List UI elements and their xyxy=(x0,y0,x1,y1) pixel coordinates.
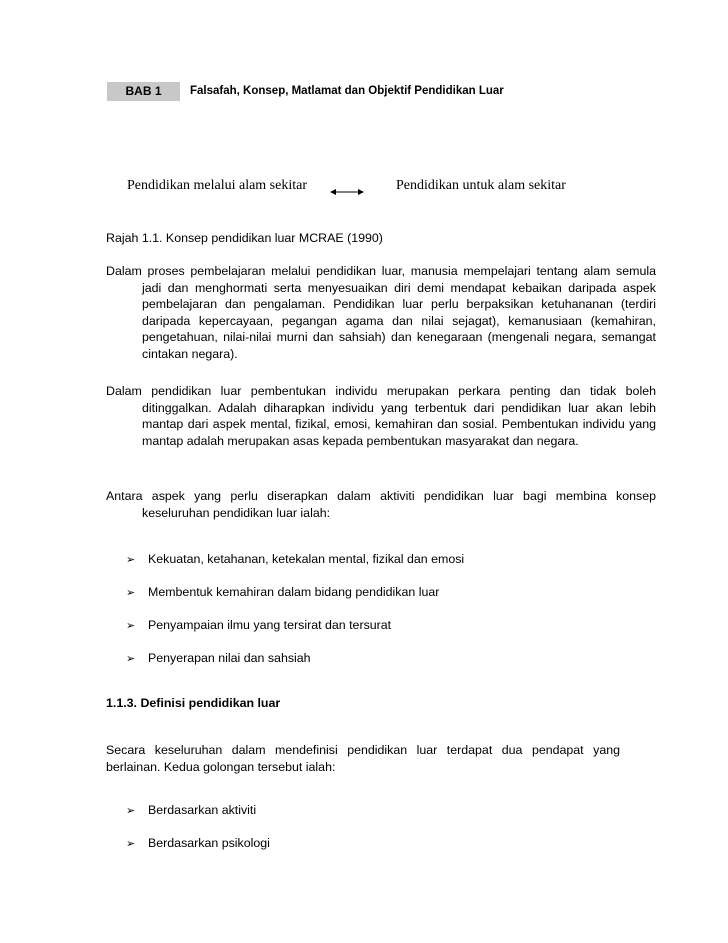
arrow-bullet-icon: ➢ xyxy=(126,587,136,599)
chapter-title: Falsafah, Konsep, Matlamat dan Objektif Pendidikan Luar xyxy=(190,85,504,97)
list-item-text: Penyampaian ilmu yang tersirat dan tersurat xyxy=(148,618,392,632)
arrow-bullet-icon: ➢ xyxy=(126,620,136,632)
diagram-right-label: Pendidikan untuk alam sekitar xyxy=(396,178,566,193)
double-headed-arrow-icon xyxy=(330,186,364,198)
diagram-left-label: Pendidikan melalui alam sekitar xyxy=(127,178,308,193)
list-item-text: Berdasarkan psikologi xyxy=(148,836,270,850)
figure-caption: Rajah 1.1. Konsep pendidikan luar MCRAE (1990) xyxy=(106,231,383,245)
list-item xyxy=(126,650,311,667)
list-item-text: Berdasarkan aktiviti xyxy=(148,803,257,817)
arrow-bullet-icon: ➢ xyxy=(126,838,136,850)
list-item-text: Kekuatan, ketahanan, ketekalan mental, fizikal dan emosi xyxy=(148,552,465,566)
arrow-bullet-icon: ➢ xyxy=(126,653,136,665)
list-item-text: Membentuk kemahiran dalam bidang pendidikan luar xyxy=(148,585,440,599)
list-item xyxy=(126,835,270,852)
arrow-bullet-icon: ➢ xyxy=(126,805,136,817)
paragraph-individual-formation: Dalam pendidikan luar pembentukan individu merupakan perkara penting dan tidak boleh ditinggalkan. Adalah diharapkan individu yang terbentuk dari pendidikan luar akan lebih mantap dari aspek mental, fizikal, emosi, kemahiran dan sosial. Pembentukan individu yang mantap adalah merupakan asas kepada pembentukan masyarakat dan negara. xyxy=(106,384,656,448)
list-item xyxy=(126,551,464,568)
section-heading: 1.1.3. Definisi pendidikan luar xyxy=(106,696,281,710)
paragraph-aspects-intro: Antara aspek yang perlu diserapkan dalam aktiviti pendidikan luar bagi membina konsep keseluruhan pendidikan luar ialah: xyxy=(106,489,656,520)
paragraph-definition-intro: Secara keseluruhan dalam mendefinisi pendidikan luar terdapat dua pendapat yang berlainan. Kedua golongan tersebut ialah: xyxy=(106,743,620,774)
paragraph-learning-process: Dalam proses pembelajaran melalui pendidikan luar, manusia mempelajari tentang alam semula jadi dan menghormati serta menyesuaikan diri demi mendapat kebaikan daripada aspek pembelajaran dan pengalaman. Pendidikan luar perlu berpaksikan ketuhananan (terdiri daripada kepercayaan, pegangan agama dan nilai sejagat), kemanusiaan (kemahiran, pengetahuan, nilai-nilai murni dan sahsiah) dan kenegaraan (mengenali negara, semangat cintakan negara). xyxy=(106,264,656,361)
arrow-bullet-icon: ➢ xyxy=(126,554,136,566)
list-item xyxy=(126,617,391,634)
chapter-label: BAB 1 xyxy=(107,82,180,101)
list-item xyxy=(126,802,256,819)
list-item xyxy=(126,584,439,601)
list-item-text: Penyerapan nilai dan sahsiah xyxy=(148,651,311,665)
